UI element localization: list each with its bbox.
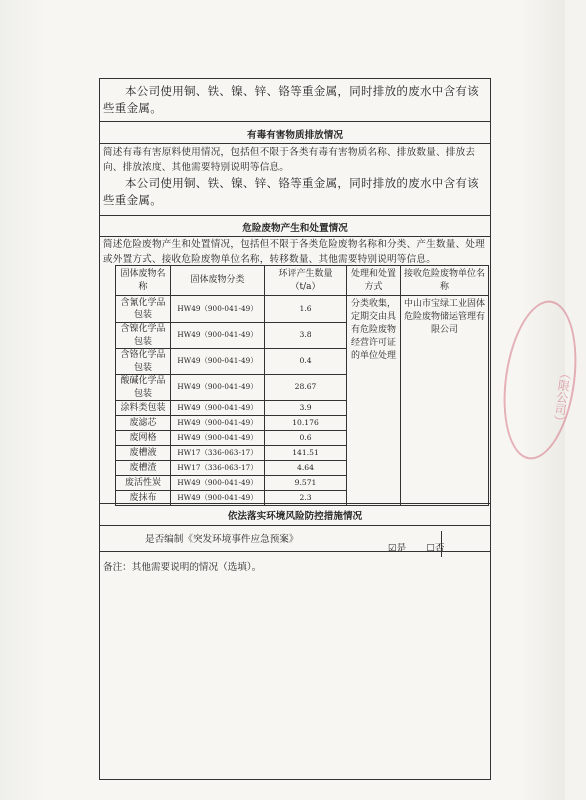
waste-name: 涂料类包装 bbox=[116, 401, 171, 416]
plan-question: 是否编制《突发环境事件应急预案》 bbox=[145, 534, 299, 545]
waste-amount: 141.51 bbox=[265, 446, 347, 461]
divider bbox=[100, 525, 490, 526]
divider bbox=[100, 121, 490, 122]
yes-checkbox[interactable]: ☑是 bbox=[388, 543, 407, 554]
col-header-category: 固体废物分类 bbox=[171, 266, 265, 296]
risk-heading: 依法落实环境风险防控措施情况 bbox=[227, 511, 363, 522]
divider bbox=[100, 551, 490, 552]
waste-amount: 28.67 bbox=[265, 375, 347, 401]
waste-name: 废槽渣 bbox=[116, 461, 171, 476]
waste-name: 含铬化学品包装 bbox=[116, 349, 171, 375]
receiver-name: 中山市宝绿工业固体危险废物储运管理有限公司 bbox=[401, 296, 489, 506]
metals-paragraph: 本公司使用铜、铁、镍、锌、铬等重金属，同时排放的废水中含有该些重金属。 bbox=[103, 84, 479, 115]
col-header-receiver: 接收危险废物单位名称 bbox=[401, 266, 489, 296]
waste-category: HW17（336-063-17） bbox=[171, 461, 265, 476]
waste-amount: 3.9 bbox=[265, 401, 347, 416]
waste-name: 含镍化学品包装 bbox=[116, 323, 171, 349]
waste-amount: 10.176 bbox=[265, 416, 347, 431]
disposal-method: 分类收集，定期交由具有危险废物经营许可证的单位处理 bbox=[347, 296, 401, 506]
toxic-heading: 有毒有害物质排放情况 bbox=[247, 130, 343, 141]
hazwaste-instructions: 简述危险废物产生和处置情况，包括但不限于各类危险废物名称和分类、产生数量、处理或外置方式、接收危险废物单位名称，转移数量、其他需要特别说明等信息。 bbox=[103, 239, 485, 265]
waste-category: HW17（336-063-17） bbox=[171, 446, 265, 461]
waste-category: HW49（900-041-49） bbox=[171, 431, 265, 446]
waste-name: 废抹布 bbox=[116, 491, 171, 506]
waste-name: 含氰化学品包装 bbox=[116, 296, 171, 323]
no-checkbox[interactable]: ☐否 bbox=[426, 543, 445, 554]
waste-category: HW49（900-041-49） bbox=[171, 323, 265, 349]
divider bbox=[100, 143, 490, 144]
company-seal: （限公司） bbox=[494, 296, 586, 464]
toxic-instructions: 简述有毒有害原料使用情况，包括但不限于各类有毒有害物质名称、排放数量、排放去向、排放浓度、其他需要特别说明等信息。 bbox=[103, 147, 476, 173]
waste-amount: 0.6 bbox=[265, 431, 347, 446]
waste-amount: 1.6 bbox=[265, 296, 347, 323]
waste-name: 废滤芯 bbox=[116, 416, 171, 431]
waste-category: HW49（900-041-49） bbox=[171, 375, 265, 401]
waste-category: HW49（900-041-49） bbox=[171, 476, 265, 491]
waste-category: HW49（900-041-49） bbox=[171, 349, 265, 375]
toxic-paragraph: 本公司使用铜、铁、镍、锌、铬等重金属，同时排放的废水中含有该些重金属。 bbox=[103, 176, 479, 207]
table-header-row bbox=[116, 266, 489, 296]
waste-category: HW49（900-041-49） bbox=[171, 416, 265, 431]
waste-name: 废槽液 bbox=[116, 446, 171, 461]
hazwaste-table bbox=[115, 265, 489, 506]
waste-name: 废活性炭 bbox=[116, 476, 171, 491]
waste-amount: 2.3 bbox=[265, 491, 347, 506]
waste-amount: 3.8 bbox=[265, 323, 347, 349]
table-row bbox=[116, 296, 489, 323]
remarks-note: 备注：其他需要说明的情况（选填）。 bbox=[103, 562, 262, 573]
waste-name: 酸碱化学品包装 bbox=[116, 375, 171, 401]
waste-name: 废网格 bbox=[116, 431, 171, 446]
waste-category: HW49（900-041-49） bbox=[171, 401, 265, 416]
divider bbox=[100, 215, 490, 216]
form-frame bbox=[99, 78, 491, 780]
divider bbox=[100, 503, 490, 504]
col-header-name: 固体废物名称 bbox=[116, 266, 171, 296]
col-header-amount: 环评产生数量（t/a） bbox=[265, 266, 347, 296]
divider bbox=[100, 236, 490, 237]
hazwaste-heading: 危险废物产生和处置情况 bbox=[242, 223, 348, 234]
waste-category: HW49（900-041-49） bbox=[171, 491, 265, 506]
col-header-disposal: 处理和处置方式 bbox=[347, 266, 401, 296]
waste-amount: 4.64 bbox=[265, 461, 347, 476]
waste-category: HW49（900-041-49） bbox=[171, 296, 265, 323]
waste-amount: 9.571 bbox=[265, 476, 347, 491]
waste-amount: 0.4 bbox=[265, 349, 347, 375]
